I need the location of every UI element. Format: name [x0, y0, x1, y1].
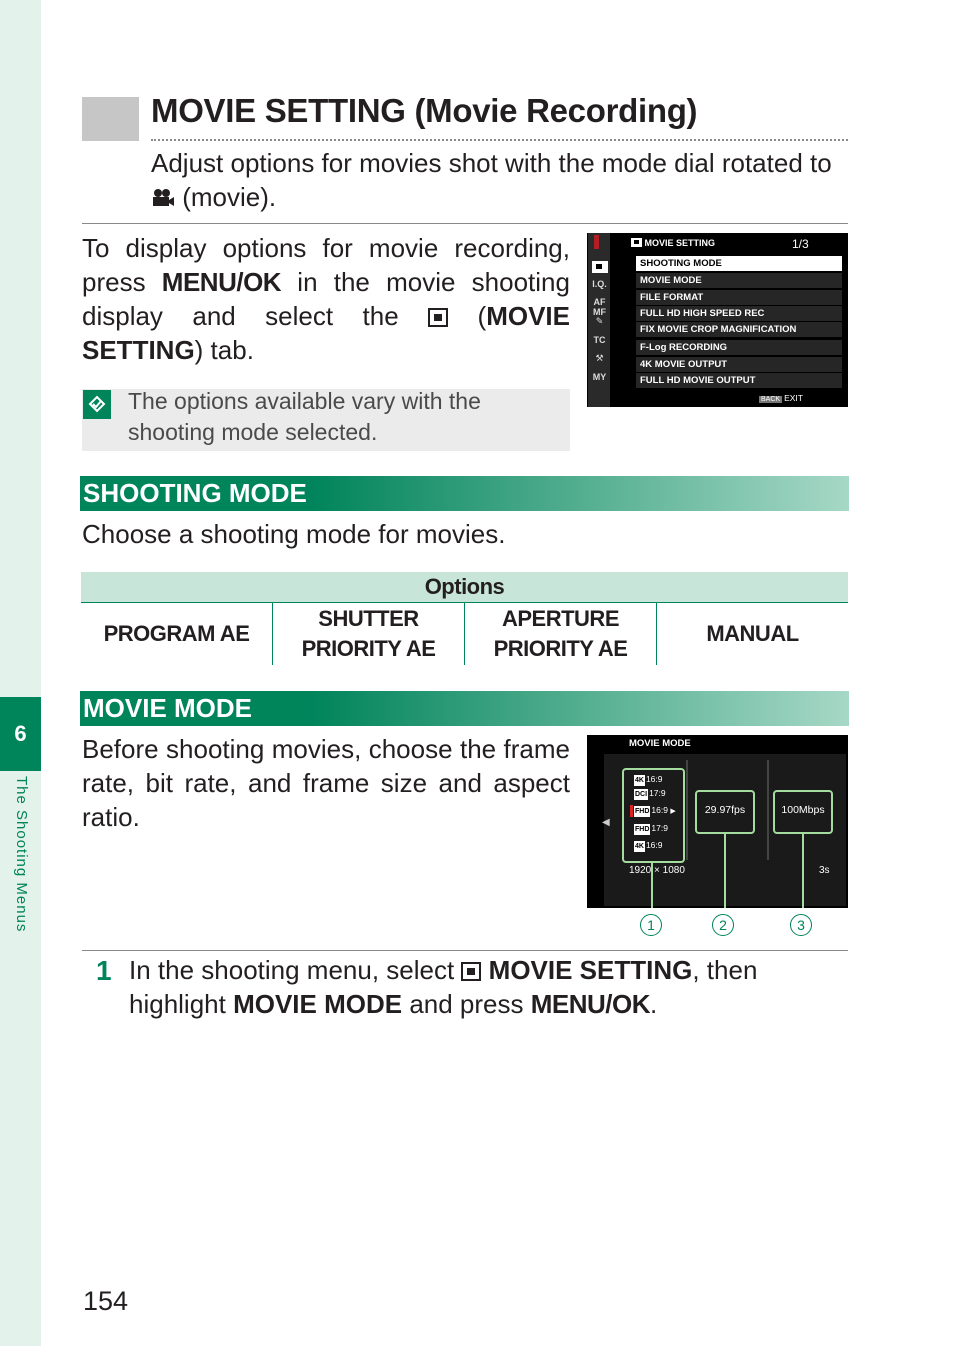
- page-title: MOVIE SETTING (Movie Recording): [151, 92, 698, 129]
- active-tab-marker: [594, 235, 599, 249]
- menu-item-full-hd-output[interactable]: FULL HD MOVIE OUTPUT: [636, 373, 842, 388]
- step-1-text: In the shooting menu, select MOVIE SETTING, then highlight MOVIE MODE and press MENU/OK.: [129, 955, 758, 1019]
- frame-rate-selector[interactable]: 29.97fps: [695, 790, 755, 834]
- wrench-icon: ⚒: [595, 353, 604, 363]
- af-mf-tab-icon: AF MF: [593, 297, 606, 317]
- title-divider: [151, 139, 848, 141]
- exit-hint: BACK EXIT: [761, 393, 803, 403]
- column-divider: [686, 760, 688, 860]
- edit-tab-icon: ✎: [595, 316, 604, 326]
- iq-tab-icon: I.Q.: [592, 279, 607, 289]
- movie-camera-icon: [151, 188, 175, 208]
- note-icon: [83, 390, 111, 419]
- right-arrow-icon: ▶: [670, 808, 676, 815]
- menu-page-indicator: 1/3: [792, 237, 809, 251]
- display-paragraph: To display options for movie recording, press MENU/OK in the movie shooting display and select the (MOVIE SETTING) tab.: [82, 233, 570, 365]
- option-program-ae: PROGRAM AE: [103, 621, 250, 646]
- menu-item-f-log[interactable]: F-Log RECORDING: [636, 340, 842, 355]
- callout-2: 2: [712, 914, 734, 936]
- menu-item-shooting-mode[interactable]: SHOOTING MODE: [636, 256, 842, 271]
- callout-3: 3: [790, 914, 812, 936]
- menu-item-movie-mode[interactable]: MOVIE MODE: [636, 273, 842, 288]
- shooting-mode-heading: SHOOTING MODE: [80, 476, 849, 511]
- column-divider: [767, 760, 769, 860]
- options-table-row: [81, 603, 848, 665]
- format-option[interactable]: FHD 17:9: [635, 823, 668, 833]
- chapter-sidebar: [0, 0, 41, 1346]
- title-marker: [82, 97, 139, 141]
- resolution-readout: 1920 × 1080: [629, 865, 685, 876]
- section-divider: [82, 223, 848, 224]
- back-button-icon: BACK: [761, 396, 781, 403]
- menu-header: MOVIE SETTING: [631, 238, 715, 248]
- chapter-tab: 6: [0, 697, 41, 771]
- intro-text: Adjust options for movies shot with the mode dial rotated to (movie).: [151, 148, 832, 212]
- option-manual: MANUAL: [656, 603, 848, 665]
- menu-item-full-hd-high-speed[interactable]: FULL HD HIGH SPEED REC: [636, 306, 842, 321]
- movie-mode-screen-title: MOVIE MODE: [629, 738, 691, 749]
- option-aperture-priority-ae: APERTURE PRIORITY AE: [464, 603, 656, 665]
- menu-item-crop-magnification[interactable]: FIX MOVIE CROP MAGNIFICATION: [636, 322, 842, 337]
- left-arrow-icon: ◀: [602, 817, 610, 828]
- movie-mode-heading: MOVIE MODE: [80, 691, 849, 726]
- movie-setting-tab-icon: [428, 308, 448, 327]
- menu-item-4k-output[interactable]: 4K MOVIE OUTPUT: [636, 357, 842, 372]
- chapter-label: The Shooting Menus: [13, 776, 30, 933]
- bit-rate-selector[interactable]: 100Mbps: [773, 790, 833, 834]
- shooting-mode-description: Choose a shooting mode for movies.: [82, 519, 506, 549]
- movie-mode-screen: [587, 735, 848, 908]
- time-readout: 3s: [819, 865, 830, 876]
- movie-mode-description: Before shooting movies, choose the frame rate, bit rate, and frame size and aspect ratio.: [82, 734, 570, 832]
- callout-leader: [802, 832, 804, 908]
- format-option-selected[interactable]: FHD 16:9 ▶: [630, 805, 676, 817]
- movie-setting-tab-icon: [461, 962, 481, 981]
- movie-setting-icon: [631, 238, 642, 247]
- menu-tab-column: [588, 233, 610, 407]
- option-shutter-priority-ae: SHUTTER PRIORITY AE: [272, 603, 464, 665]
- note-box: [82, 389, 570, 451]
- timecode-tab-icon: TC: [593, 335, 606, 345]
- page-number: 154: [83, 1286, 129, 1316]
- callout-1: 1: [640, 914, 662, 936]
- step-number: 1: [96, 955, 112, 986]
- callout-leader: [724, 832, 726, 908]
- my-menu-tab-icon: MY: [592, 372, 607, 382]
- format-option[interactable]: DCI 17:9: [635, 788, 666, 798]
- movie-tab-icon: [590, 261, 609, 275]
- options-table-header: Options: [81, 572, 848, 603]
- menu-item-file-format[interactable]: FILE FORMAT: [636, 290, 842, 305]
- format-option[interactable]: 4K 16:9: [635, 774, 663, 784]
- movie-setting-menu-screen: [587, 233, 848, 407]
- note-text: The options available vary with the shooting mode selected.: [128, 388, 481, 445]
- format-option[interactable]: 4K 16:9: [635, 840, 663, 850]
- step-divider: [82, 950, 848, 951]
- options-table: [81, 572, 848, 665]
